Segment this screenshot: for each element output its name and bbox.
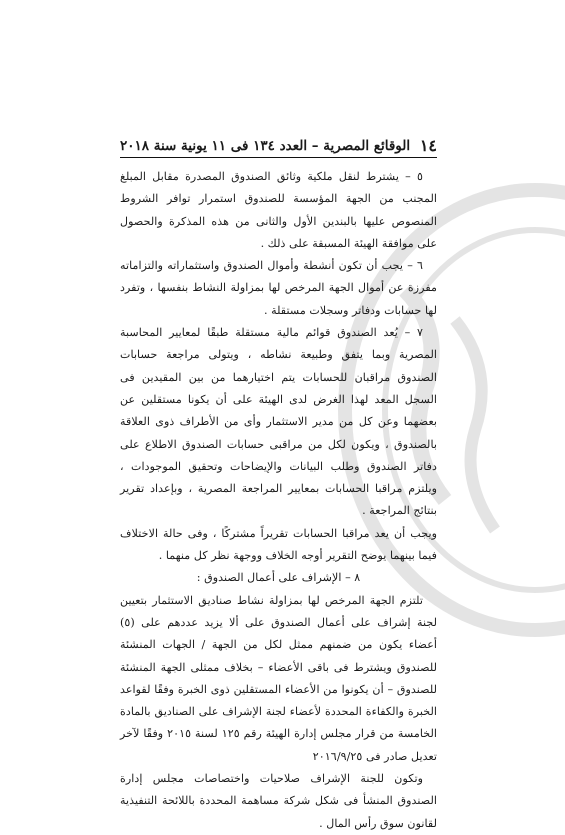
document-body — [120, 166, 437, 835]
clause-6: ٦ – يجب أن تكون أنشطة وأموال الصندوق واستثماراته والتزاماته مفرزة عن أموال الجهة المرخص لها بمزاولة النشاط بنفسها ، وتفرد لها حسابات ودفاتر وسجلات مستقلة . — [120, 259, 437, 317]
clause-8-heading: ٨ – الإشراف على أعمال الصندوق : — [196, 571, 361, 585]
header-divider — [120, 157, 437, 158]
clause-5: ٥ – يشترط لنقل ملكية وثائق الصندوق المصدرة مقابل المبلغ المجنب من الجهة المؤسسة للصندوق استمرار توافر الشروط المنصوص عليها بالبندين الأول والثانى من هذه المذكرة والحصول على موافقة الهيئة المسبقة على ذلك . — [120, 170, 437, 250]
page-header — [120, 132, 437, 154]
page-number: ١٤ — [419, 136, 437, 155]
clause-7: ٧ – يُعد الصندوق قوائم مالية مستقلة طبقًا لمعايير المحاسبة المصرية وبما يتفق وطبيعة نشاطه ، ويتولى مراجعة حسابات الصندوق مراقبان للحسابات يتم اختيارهما من بين المقيدين فى السجل المعد لهذا الغرض لدى الهيئة على أن يكونا مستقلين عن بعضهما وعن كل من مدير الاستثمار وأى من الأطراف ذوى العلاقة بالصندوق ، ويكون لكل من مراقبى حسابات الصندوق الاطلاع على دفاتر الصندوق وطلب البيانات والإيضاحات وتحقيق الموجودات ، ويلتزم مراقبا الحسابات بمعايير المراجعة المصرية ، وبإعداد تقرير بنتائج المراجعة . — [120, 326, 437, 518]
gazette-title: الوقائع المصرية – العدد ١٣٤ فى ١١ يونية سنة ٢٠١٨ — [120, 138, 411, 154]
clause-7-auditors-report: ويجب أن يعد مراقبا الحسابات تقريراً مشتركًا ، وفى حالة الاختلاف فيما بينهما يوضح التقرير أوجه الخلاف ووجهة نظر كل منهما . — [120, 526, 437, 563]
clause-8-powers: وتكون للجنة الإشراف صلاحيات واختصاصات مجلس إدارة الصندوق المنشأ فى شكل شركة مساهمة المحددة باللائحة التنفيذية لقانون سوق رأس المال . — [120, 772, 437, 830]
clause-8-committee: تلتزم الجهة المرخص لها بمزاولة نشاط صناديق الاستثمار بتعيين لجنة إشراف على أعمال الصندوق على ألا يزيد عددهم على (٥) أعضاء يكون من ضمنهم ممثل لكل من الجهة / الجهات المنشئة للصندوق ويشترط فى باقى الأعضاء – بخلاف ممثلى الجهة المنشئة للصندوق – أن يكونوا من الأعضاء المستقلين ذوى الخبرة وفقًا لقواعد الخبرة والكفاءة المحددة لأعضاء لجنة الإشراف على الصناديق بالمادة الخامسة من قرار مجلس إدارة الهيئة رقم ١٢٥ لسنة ٢٠١٥ وفقًا لآخر تعديل صادر فى ٢٠١٦/٩/٢٥ — [120, 593, 437, 763]
